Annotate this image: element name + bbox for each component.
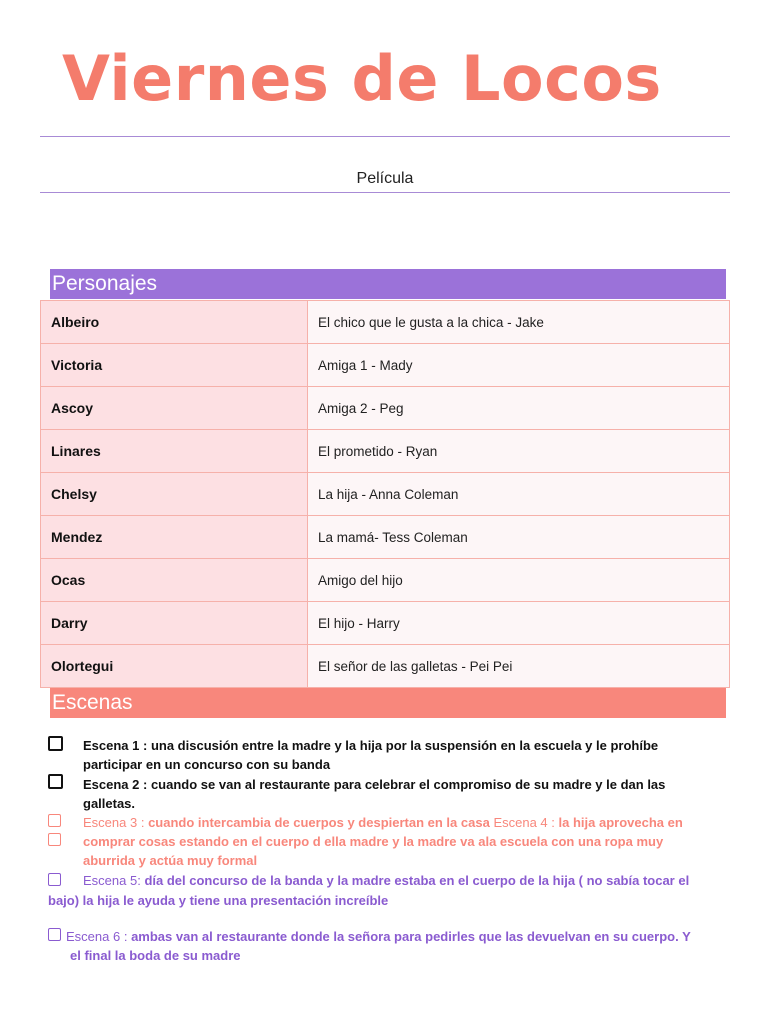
scene-6-label: Escena 6 : [66,929,128,944]
scene-5-text-line-2: bajo) la hija le ayuda y tiene una presentación increíble [48,893,389,908]
scene-1 [83,736,658,756]
table-row [41,559,730,602]
scene-4-text-line-2: comprar cosas estando en el cuerpo d ella madre y la madre va ala escuela con una ropa muy [83,834,664,849]
characters-heading: Personajes [50,269,726,299]
scene-6-text-line-1: ambas van al restaurante donde la señora para pedirles que las devuelvan en su cuerpo. Y [131,929,691,944]
scenes-heading: Escenas [50,688,726,718]
checkbox-icon[interactable] [48,833,61,846]
character-name: Mendez [41,516,308,559]
document-subtitle: Película [356,170,414,187]
character-role: El señor de las galletas - Pei Pei [308,645,730,688]
divider-top [40,136,730,137]
character-name: Chelsy [41,473,308,516]
scene-1-text-line-2: participar en un concurso con su banda [83,757,331,772]
character-role: El hijo - Harry [308,602,730,645]
scene-5 [83,871,689,891]
checkbox-icon[interactable] [48,814,61,827]
character-role: El prometido - Ryan [308,430,730,473]
scene-2-text-line-1: cuando se van al restaurante para celebrar el compromiso de su madre y le dan las [150,777,666,792]
scene-4-text-line-3: aburrida y actúa muy formal [83,853,258,868]
table-row [41,473,730,516]
checkbox-icon[interactable] [48,736,63,751]
checkbox-icon[interactable] [48,928,61,941]
table-row [41,344,730,387]
character-role: Amigo del hijo [308,559,730,602]
character-role: La mamá- Tess Coleman [308,516,730,559]
character-name: Ascoy [41,387,308,430]
table-row [41,602,730,645]
character-role: El chico que le gusta a la chica - Jake [308,301,730,344]
scene-2 [83,775,665,795]
character-name: Linares [41,430,308,473]
table-row [41,301,730,344]
character-role: La hija - Anna Coleman [308,473,730,516]
character-name: Victoria [41,344,308,387]
table-row [41,430,730,473]
scene-2-text-line-2: galletas. [83,796,136,811]
scene-4-label: Escena 4 : [493,815,555,830]
scene-3-text: cuando intercambia de cuerpos y despiertan en la casa [148,815,490,830]
character-name: Darry [41,602,308,645]
character-role: Amiga 1 - Mady [308,344,730,387]
scene-6 [66,927,691,947]
divider-bottom [40,192,730,193]
checkbox-icon[interactable] [48,774,63,789]
scene-3-and-4 [83,813,683,833]
scene-3-label: Escena 3 : [83,815,145,830]
scene-1-label: Escena 1 : [83,738,148,753]
document-title: Viernes de Locos [62,42,662,115]
table-row [41,516,730,559]
checkbox-icon[interactable] [48,873,61,886]
character-name: Olortegui [41,645,308,688]
scene-6-text-line-2: el final la boda de su madre [70,948,241,963]
scene-4-text-line-1: la hija aprovecha en [558,815,683,830]
characters-table [40,300,730,688]
character-name: Albeiro [41,301,308,344]
table-row [41,387,730,430]
table-row [41,645,730,688]
scene-5-label: Escena 5: [83,873,141,888]
scene-5-text-line-1: día del concurso de la banda y la madre estaba en el cuerpo de la hija ( no sabía tocar el [144,873,690,888]
scene-2-label: Escena 2 : [83,777,148,792]
scene-1-text-line-1: una discusión entre la madre y la hija por la suspensión en la escuela y le prohíbe [150,738,659,753]
character-role: Amiga 2 - Peg [308,387,730,430]
character-name: Ocas [41,559,308,602]
